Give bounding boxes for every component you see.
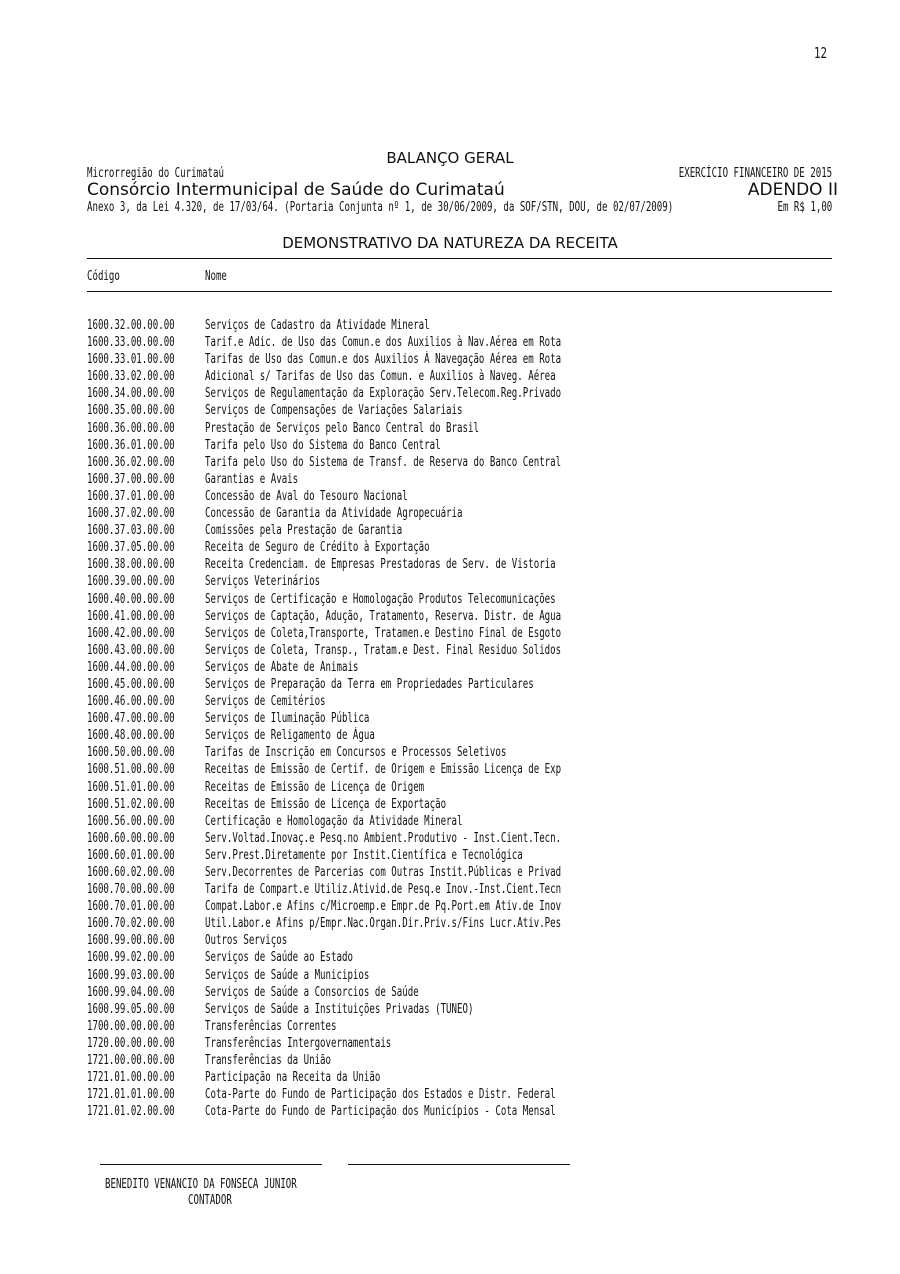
revenue-name: Transferências da União (205, 1053, 332, 1069)
revenue-code: 1600.44.00.00.00 (87, 659, 175, 675)
legal-reference: Anexo 3, da Lei 4.320, de 17/03/64. (Portaria Conjunta nº 1, de 30/06/2009, da SOF/STN, DOU, de 02/07/2009) (87, 200, 674, 215)
revenue-code: 1600.36.00.00.00 (87, 420, 175, 436)
adendo-label: ADENDO II (747, 180, 838, 200)
revenue-code: 1600.42.00.00.00 (87, 625, 175, 641)
revenue-code: 1600.70.01.00.00 (87, 899, 175, 915)
revenue-name: Outros Serviços (205, 933, 288, 949)
revenue-name: Tarifa de Compart.e Utiliz.Ativid.de Pesq.e Inov.-Inst.Cient.Tecn (205, 882, 562, 898)
region-label: Microrregião do Curimataú (87, 166, 224, 181)
revenue-name: Garantias e Avais (205, 471, 299, 487)
revenue-name: Comissões pela Prestação de Garantia (205, 523, 403, 539)
revenue-name: Tarifas de Inscrição em Concursos e Processos Seletivos (205, 745, 507, 761)
revenue-name: Receita de Seguro de Crédito à Exportação (205, 540, 430, 556)
revenue-code: 1600.99.03.00.00 (87, 967, 175, 983)
revenue-name: Concessão de Garantia da Atividade Agropecuária (205, 506, 463, 522)
revenue-name: Cota-Parte do Fundo de Participação dos Estados e Distr. Federal (205, 1087, 556, 1103)
revenue-code: 1600.36.02.00.00 (87, 454, 175, 470)
revenue-name: Certificação e Homologação da Atividade Mineral (205, 813, 463, 829)
revenue-code: 1600.56.00.00.00 (87, 813, 175, 829)
revenue-code: 1600.37.05.00.00 (87, 540, 175, 556)
revenue-code: 1600.99.02.00.00 (87, 950, 175, 966)
revenue-name: Transferências Intergovernamentais (205, 1035, 392, 1051)
revenue-name: Compat.Labor.e Afins c/Microemp.e Empr.de Pq.Port.em Ativ.de Inov (205, 899, 562, 915)
revenue-name: Adicional s/ Tarifas de Uso das Comun. e Auxilios à Naveg. Aérea (205, 369, 556, 385)
revenue-code: 1600.33.01.00.00 (87, 352, 175, 368)
revenue-code: 1600.70.00.00.00 (87, 882, 175, 898)
header-rule-bottom (87, 291, 832, 292)
revenue-code: 1600.35.00.00.00 (87, 403, 175, 419)
revenue-code: 1721.01.01.00.00 (87, 1087, 175, 1103)
revenue-code: 1600.33.02.00.00 (87, 369, 175, 385)
report-title: BALANÇO GERAL (386, 149, 514, 167)
revenue-name: Serviços de Saúde a Consorcios de Saúde (205, 984, 419, 1000)
revenue-code: 1600.37.03.00.00 (87, 523, 175, 539)
revenue-name: Serv.Decorrentes de Parcerias com Outras Instit.Públicas e Privad (205, 865, 562, 880)
revenue-name: Util.Labor.e Afins p/Empr.Nac.Organ.Dir.Priv.s/Fins Lucr.Ativ.Pes (205, 916, 562, 932)
revenue-name: Serviços de Iluminação Pública (205, 711, 370, 727)
revenue-name: Serviços de Saúde a Municipios (205, 967, 370, 983)
revenue-code: 1600.40.00.00.00 (87, 591, 175, 607)
revenue-code: 1600.60.01.00.00 (87, 847, 175, 863)
revenue-name: Serviços de Regulamentação da Exploração Serv.Telecom.Reg.Privado (205, 386, 562, 402)
revenue-name: Receitas de Emissão de Licença de Exportação (205, 796, 447, 812)
revenue-name: Participação na Receita da União (205, 1070, 381, 1086)
revenue-code: 1600.47.00.00.00 (87, 711, 175, 727)
revenue-name: Tarif.e Adic. de Uso das Comun.e dos Auxilios à Nav.Aérea em Rota (205, 335, 562, 351)
revenue-name: Tarifas de Uso das Comun.e dos Auxilios À Navegação Aérea em Rota (205, 352, 562, 368)
revenue-code: 1600.32.00.00.00 (87, 318, 175, 333)
revenue-code: 1600.41.00.00.00 (87, 608, 175, 624)
currency-units: Em R$ 1,00 (777, 200, 832, 215)
revenue-name: Tarifa pelo Uso do Sistema de Transf. de Reserva do Banco Central (205, 454, 562, 470)
revenue-code: 1600.99.04.00.00 (87, 984, 175, 1000)
revenue-name: Serviços de Preparação da Terra em Propriedades Particulares (205, 676, 534, 692)
column-header-name: Nome (205, 269, 227, 284)
revenue-name: Receitas de Emissão de Licença de Origem (205, 779, 425, 795)
revenue-name: Serviços de Religamento de Água (205, 728, 375, 744)
revenue-name: Serviços Veterinários (205, 574, 321, 590)
page-number: 12 (813, 44, 827, 62)
signature-line (348, 1164, 570, 1165)
revenue-name: Prestação de Serviços pelo Banco Central do Brasil (205, 420, 479, 436)
signer-role: CONTADOR (188, 1193, 232, 1208)
revenue-name: Serv.Prest.Diretamente por Instit.Científica e Tecnológica (205, 847, 523, 863)
revenue-code: 1600.46.00.00.00 (87, 694, 175, 710)
revenue-code: 1600.37.01.00.00 (87, 488, 175, 504)
revenue-code: 1720.00.00.00.00 (87, 1035, 175, 1051)
revenue-name: Serviços de Cemitérios (205, 694, 326, 710)
header-rule-top (87, 258, 832, 259)
revenue-code: 1600.34.00.00.00 (87, 386, 175, 402)
signer-name: BENEDITO VENANCIO DA FONSECA JUNIOR (105, 1177, 297, 1192)
revenue-name: Serviços de Saúde ao Estado (205, 950, 353, 966)
revenue-code: 1600.51.00.00.00 (87, 762, 175, 778)
revenue-code: 1600.50.00.00.00 (87, 745, 175, 761)
revenue-name: Serviços de Saúde a Instituições Privadas (TUNEO) (205, 1001, 474, 1017)
entity-name: Consórcio Intermunicipal de Saúde do Curimataú (87, 180, 505, 200)
revenue-code: 1600.33.00.00.00 (87, 335, 175, 351)
revenue-code: 1600.60.02.00.00 (87, 865, 175, 880)
revenue-code: 1600.70.02.00.00 (87, 916, 175, 932)
revenue-code: 1721.01.02.00.00 (87, 1104, 175, 1120)
revenue-code: 1600.38.00.00.00 (87, 557, 175, 573)
revenue-name: Serv.Voltad.Inovaç.e Pesq.no Ambient.Produtivo - Inst.Cient.Tecn. (205, 830, 562, 846)
revenue-name: Receita Credenciam. de Empresas Prestadoras de Serv. de Vistoria (205, 557, 556, 573)
revenue-code: 1600.45.00.00.00 (87, 676, 175, 692)
revenue-code: 1600.99.00.00.00 (87, 933, 175, 949)
revenue-name: Tarifa pelo Uso do Sistema do Banco Central (205, 437, 441, 453)
revenue-name: Serviços de Coleta,Transporte, Tratamen.e Destino Final de Esgoto (205, 625, 562, 641)
revenue-name: Serviços de Abate de Animais (205, 659, 359, 675)
revenue-code: 1600.48.00.00.00 (87, 728, 175, 744)
revenue-name: Serviços de Coleta, Transp., Tratam.e Dest. Final Residuo Solidos (205, 642, 562, 658)
revenue-code: 1600.51.01.00.00 (87, 779, 175, 795)
revenue-code: 1600.36.01.00.00 (87, 437, 175, 453)
revenue-code: 1600.51.02.00.00 (87, 796, 175, 812)
revenue-name: Concessão de Aval do Tesouro Nacional (205, 488, 408, 504)
revenue-name: Serviços de Captação, Adução, Tratamento, Reserva. Distr. de Agua (205, 608, 562, 624)
revenue-name: Serviços de Compensações de Variações Salariais (205, 403, 463, 419)
revenue-code: 1600.37.00.00.00 (87, 471, 175, 487)
revenue-code: 1721.01.00.00.00 (87, 1070, 175, 1086)
revenue-code: 1600.39.00.00.00 (87, 574, 175, 590)
revenue-name: Serviços de Cadastro da Atividade Mineral (205, 318, 430, 333)
signature-line (100, 1164, 322, 1165)
fiscal-year-label: EXERCÍCIO FINANCEIRO DE 2015 (678, 166, 832, 181)
revenue-code: 1600.43.00.00.00 (87, 642, 175, 658)
revenue-name: Receitas de Emissão de Certif. de Origem e Emissão Licença de Exp (205, 762, 562, 778)
revenue-code: 1600.37.02.00.00 (87, 506, 175, 522)
revenue-code: 1600.99.05.00.00 (87, 1001, 175, 1017)
revenue-code: 1721.00.00.00.00 (87, 1053, 175, 1069)
revenue-name: Cota-Parte do Fundo de Participação dos Municípios - Cota Mensal (205, 1104, 556, 1120)
report-subtitle: DEMONSTRATIVO DA NATUREZA DA RECEITA (282, 234, 618, 252)
revenue-code: 1700.00.00.00.00 (87, 1018, 175, 1034)
revenue-code: 1600.60.00.00.00 (87, 830, 175, 846)
revenue-name: Transferências Correntes (205, 1018, 337, 1034)
revenue-name: Serviços de Certificação e Homologação Produtos Telecomunicações (205, 591, 556, 607)
column-header-code: Código (87, 269, 120, 284)
